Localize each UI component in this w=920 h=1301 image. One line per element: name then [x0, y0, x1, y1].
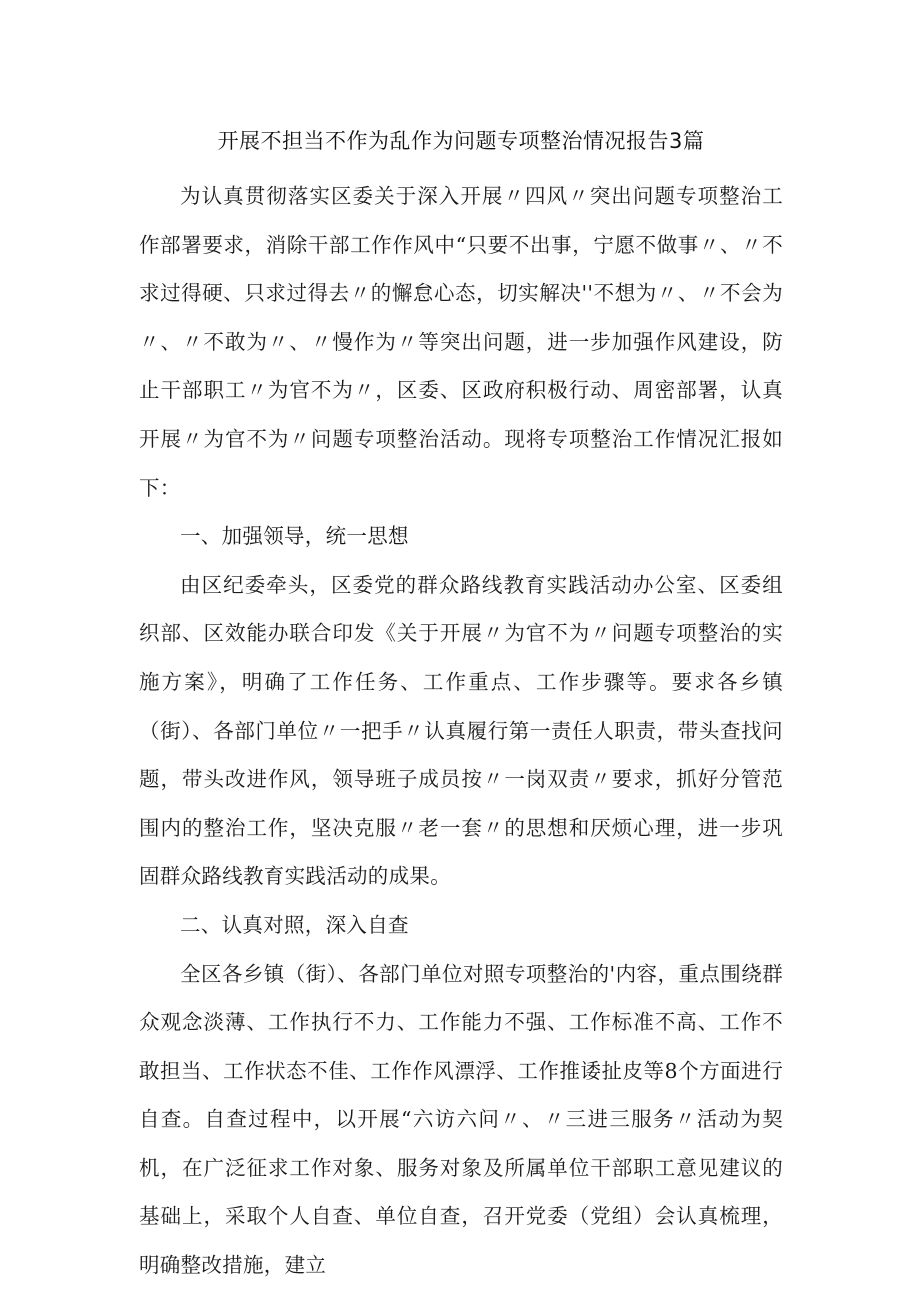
section-2-paragraph: 全区各乡镇（街）、各部门单位对照专项整治的'内容，重点围绕群众观念淡薄、工作执行不力、工作能力不强、工作标准不高、工作不敢担当、工作状态不佳、工作作风漂浮、工作推诿扯皮等8个方面进行自查。自查过程中，以开展“六访六问〃、〃三进三服务〃活动为契机，在广泛征求工作对象、服务对象及所属单位干部职工意见建议的基础上，采取个人自查、单位自查，召开党委（党组）会认真梳理，明确整改措施，建立	[139, 961, 783, 1278]
section-1-heading: 一、加强领导，统一思想	[180, 524, 409, 549]
section-1-paragraph: 由区纪委牵头，区委党的群众路线教育实践活动办公室、区委组织部、区效能办联合印发《关于开展〃为官不为〃问题专项整治的实施方案》，明确了工作任务、工作重点、工作步骤等。要求各乡镇（街）、各部门单位〃一把手〃认真履行第一责任人职责，带头查找问题，带头改进作风，领导班子成员按〃一岗双责〃要求，抓好分管范围内的整治工作，坚决克服〃老一套〃的思想和厌烦心理，进一步巩固群众路线教育实践活动的成果。	[139, 572, 783, 889]
document-title: 开展不担当不作为乱作为问题专项整治情况报告3篇	[217, 129, 705, 153]
intro-paragraph: 为认真贯彻落实区委关于深入开展〃四风〃突出问题专项整治工作部署要求，消除干部工作作风中“只要不出事，宁愿不做事〃、〃不求过得硬、只求过得去〃的懈怠心态，切实解决''不想为〃、〃不会为〃、〃不敢为〃、〃慢作为〃等突出问题，进一步加强作风建设，防止干部职工〃为官不为〃，区委、区政府积极行动、周密部署，认真开展〃为官不为〃问题专项整治活动。现将专项整治工作情况汇报如下：	[139, 184, 783, 500]
section-2-heading: 二、认真对照，深入自查	[180, 912, 409, 937]
